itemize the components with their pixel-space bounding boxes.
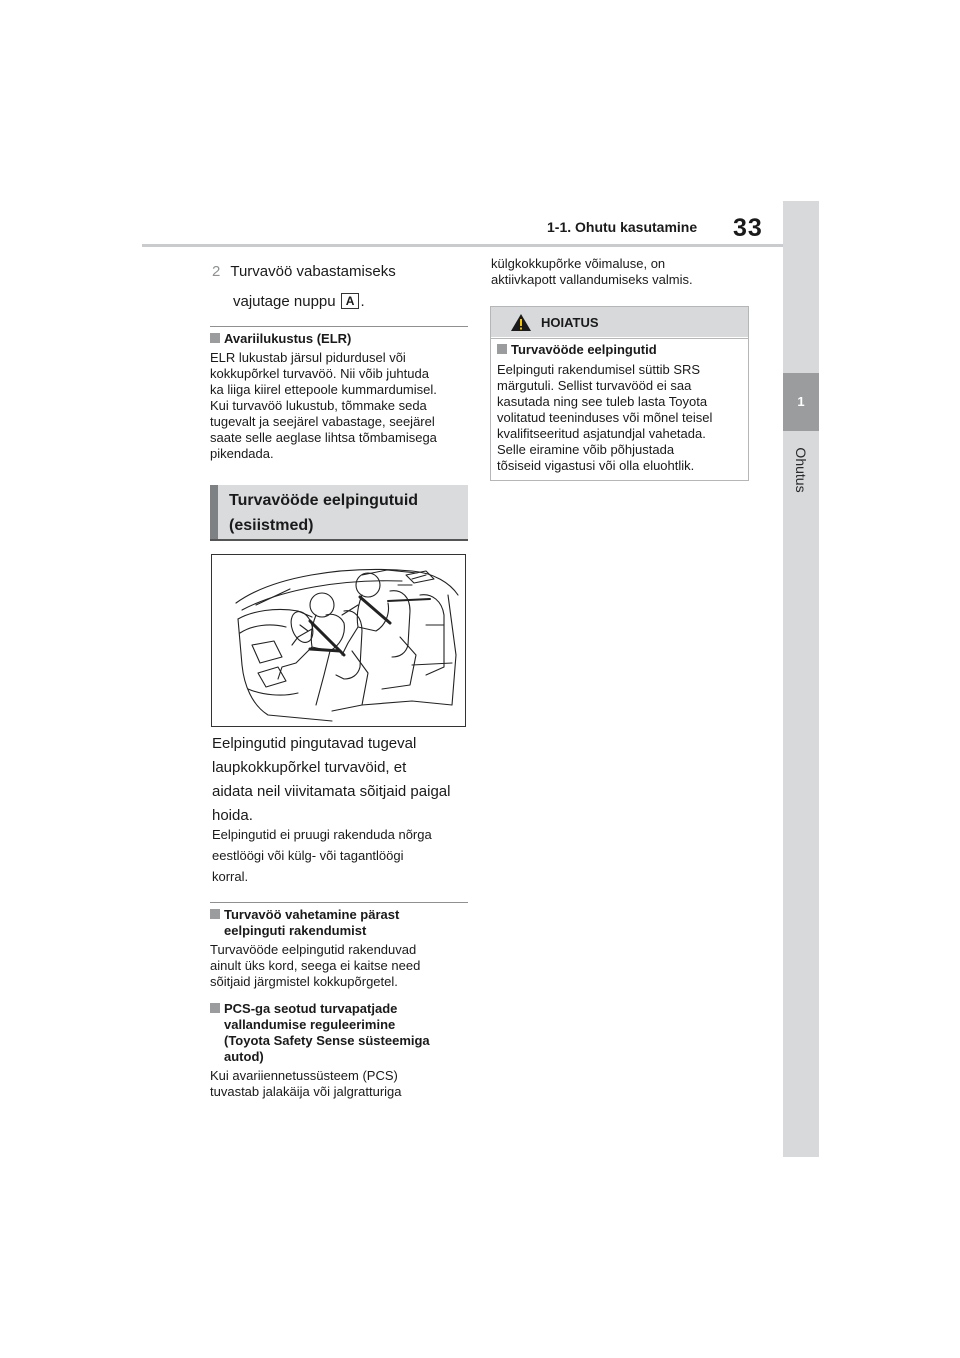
side-tab-chapter-label: Ohutus [793, 447, 809, 493]
elr-section [210, 331, 468, 462]
header-divider [142, 244, 783, 247]
step-number: 2 [212, 263, 221, 280]
square-bullet-icon [210, 909, 220, 919]
step-text-line1: Turvavöö vabastamiseks [230, 263, 396, 280]
car-interior-drawing [212, 555, 465, 726]
step-2: 2 Turvavöö vabastamiseks vajutage nuppu A . [212, 263, 396, 310]
step-text-line2: vajutage nuppu [233, 293, 336, 310]
replace-divider [210, 902, 468, 903]
warning-title: HOIATUS [541, 315, 599, 330]
pretensioner-note: Eelpingutid ei pruugi rakenduda nõrga eestlöögi või külg- või tagantlöögi korral. [212, 827, 432, 884]
heading-underline [210, 539, 468, 541]
elr-divider [210, 326, 468, 327]
pcs-continuation: külgkokkupõrke võimaluse, on aktiivkapott vallandumiseks valmis. [491, 256, 693, 287]
replace-section [210, 907, 468, 990]
pretensioner-description: Eelpingutid pingutavad tugeval laupkokkupõrkel turvavöid, et aidata neil viivitamata sõitjaid paigal hoida. [212, 735, 451, 824]
pcs-heading: PCS-ga seotud turvapatjade vallandumise reguleerimine (Toyota Safety Sense süsteemiga autod) [210, 1001, 468, 1065]
warning-header [491, 307, 748, 337]
pcs-body: Kui avariiennetussüsteem (PCS) tuvastab jalakäija või jalgratturiga [210, 1068, 402, 1099]
replace-heading: Turvavöö vahetamine pärast eelpinguti rakendumist [210, 907, 468, 939]
warning-divider [491, 338, 748, 339]
side-tab-chapter-number[interactable]: 1 [783, 373, 819, 431]
section-heading-pretensioners: Turvavööde eelpingutuid (esiistmed) [210, 485, 468, 539]
heading-accent-bar [210, 485, 218, 539]
warning-box [490, 306, 749, 481]
pretensioner-illustration [211, 554, 466, 727]
side-tab [783, 201, 819, 1157]
square-bullet-icon [210, 1003, 220, 1013]
square-bullet-icon [210, 333, 220, 343]
square-bullet-icon [497, 344, 507, 354]
elr-body: ELR lukustab järsul pidurdusel või kokkupõrkel turvavöö. Nii võib juhtuda ka liiga kiirel ettepoole kummardumisel. Kui turvavöö lukustub, tõmmake seda tugevalt ja seejärel vabastage, seejärel saate selle aeglase lihtsa tõmbamisega pikendada. [210, 350, 437, 461]
warning-triangle-icon [510, 313, 532, 332]
warning-body: Eelpinguti rakendumisel süttib SRS märgutuli. Sellist turvavööd ei saa kasutada ning see tuleb lasta Toyota volitatud teeninduses või mõnel teisel kvalifitseeritud asjatundjal vahetada. Selle eiramine võib põhjustada tõsiseid vigastusi või olla eluohtlik. [497, 362, 713, 473]
button-a-label: A [341, 293, 360, 309]
section-title: 1-1. Ohutu kasutamine [547, 219, 698, 235]
pcs-section [210, 1001, 468, 1100]
elr-heading: Avariilukustus (ELR) [210, 331, 468, 347]
replace-body: Turvavööde eelpingutid rakenduvad ainult üks kord, seega ei kaitse need sõitjaid järgmistel kokkupõrgetel. [210, 942, 421, 989]
page-number: 33 [733, 214, 763, 242]
warning-heading: Turvavööde eelpingutid [497, 342, 745, 358]
